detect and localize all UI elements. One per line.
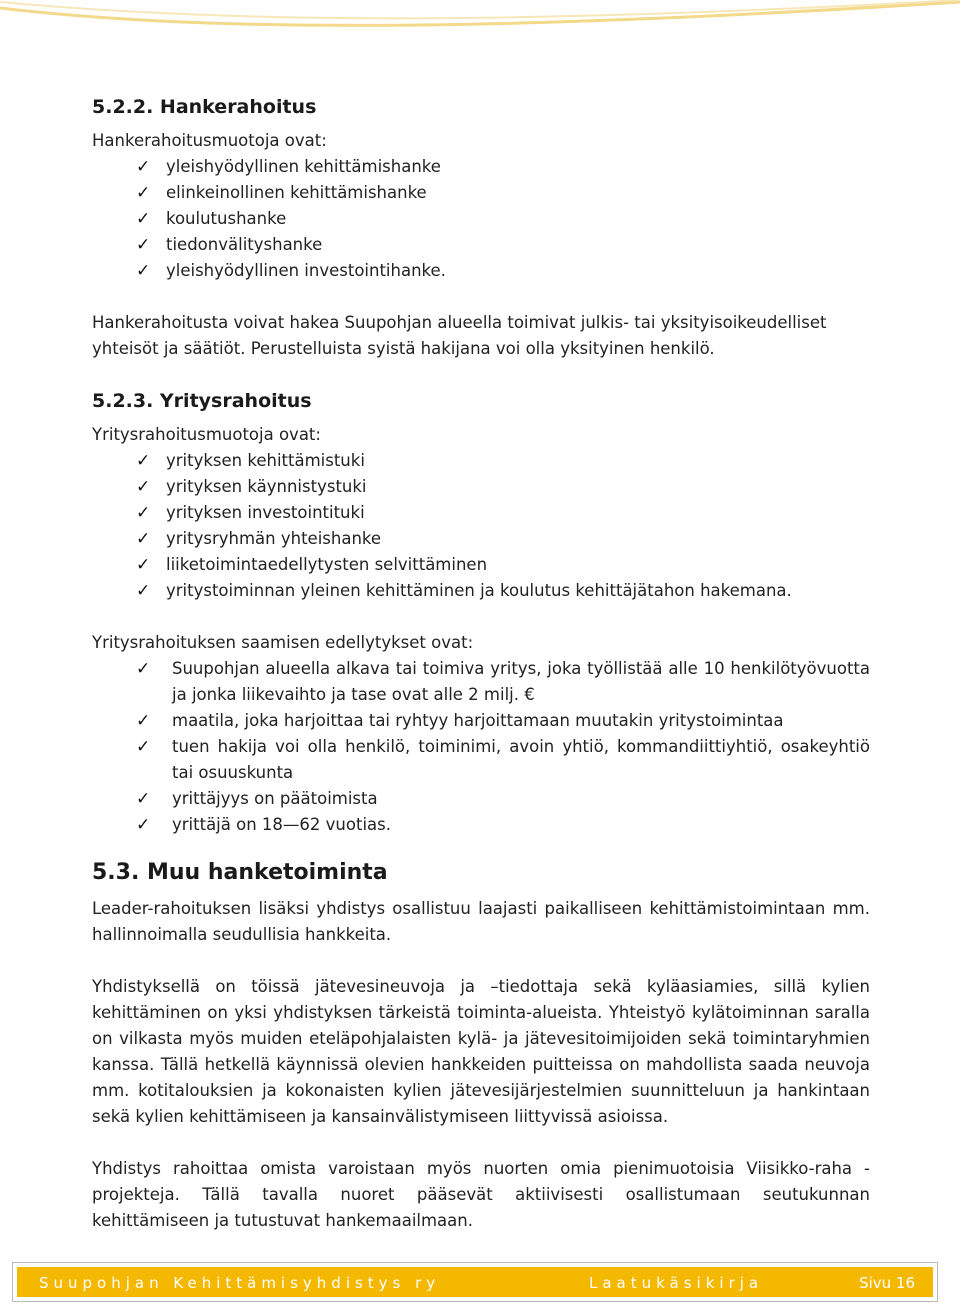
hankerahoitus-paragraph: Hankerahoitusta voivat hakea Suupohjan alueella toimivat julkis- tai yksityisoikeudelliset yhteisöt ja säätiöt. Perustelluista syistä hakijana voi olla yksityinen henkilö. [92,313,827,358]
list-item: ✓ yrityksen investointituki [92,500,870,526]
section-heading-53: 5.3. Muu hanketoiminta [92,860,388,885]
checkmark-icon: ✓ [136,737,151,757]
list-item: ✓ yrityksen kehittämistuki [92,448,870,474]
checkmark-icon: ✓ [136,235,151,255]
list-item: ✓ elinkeinollinen kehittämishanke [92,180,870,206]
hankerahoitus-intro: Hankerahoitusmuotoja ovat: [92,131,327,150]
checkmark-icon: ✓ [136,659,151,679]
footer-document-title: Laatukäsikirja [589,1274,764,1292]
section-heading-523: 5.2.3. Yritysrahoitus [92,390,312,412]
footer-band [17,1267,933,1297]
checkmark-icon: ✓ [136,529,151,549]
checkmark-icon: ✓ [136,261,151,281]
checkmark-icon: ✓ [136,209,151,229]
yritysrahoitus-list [92,448,870,604]
checkmark-icon: ✓ [136,451,151,471]
checkmark-icon: ✓ [136,503,151,523]
muu-hanketoiminta-paragraph-1: Leader-rahoituksen lisäksi yhdistys osallistuu laajasti paikalliseen kehittämistoimintaan mm. hallinnoimalla seudullisia hankkeita. [92,899,870,944]
list-item: ✓ liiketoimintaedellytysten selvittäminen [92,552,870,578]
section-heading-522: 5.2.2. Hankerahoitus [92,96,317,118]
page-footer [12,1262,938,1302]
list-item: ✓ yritystoiminnan yleinen kehittäminen ja koulutus kehittäjätahon hakemana. [92,578,870,604]
hankerahoitus-list [92,154,870,284]
list-item: ✓ koulutushanke [92,206,870,232]
list-item: ✓ tuen hakija voi olla henkilö, toiminimi, avoin yhtiö, kommandiittiyhtiö, osakeyhtiö tai osuuskunta [92,734,870,786]
list-item: ✓ yrittäjyys on päätoimista [92,786,870,812]
list-item: ✓ maatila, joka harjoittaa tai ryhtyy harjoittamaan muutakin yritystoimintaa [92,708,870,734]
list-item: ✓ tiedonvälityshanke [92,232,870,258]
list-item: ✓ yleishyödyllinen kehittämishanke [92,154,870,180]
checkmark-icon: ✓ [136,789,151,809]
header-swoosh-decoration [0,0,960,80]
footer-organization: Suupohjan Kehittämisyhdistys ry [39,1274,441,1292]
checkmark-icon: ✓ [136,477,151,497]
list-item: ✓ yleishyödyllinen investointihanke. [92,258,870,284]
footer-page-number: Sivu 16 [859,1274,915,1292]
muu-hanketoiminta-paragraph-3: Yhdistys rahoittaa omista varoistaan myös nuorten omia pienimuotoisia Viisikko-raha -projekteja. Tällä tavalla nuoret pääsevät aktiivisesti osallistumaan seutukunnan kehittämiseen ja tutustuvat hankemaailmaan. [92,1159,870,1230]
checkmark-icon: ✓ [136,815,151,835]
checkmark-icon: ✓ [136,157,151,177]
muu-hanketoiminta-paragraph-2: Yhdistyksellä on töissä jätevesineuvoja ja –tiedottaja sekä kyläasiamies, sillä kylien kehittäminen on yksi yhdistyksen tärkeistä toiminta-alueista. Yhteistyö kylätoiminnan saralla on vilkasta myös muiden eteläpohjalaisten kylä- ja jätevesitoimijoiden sekä toimintaryhmien kanssa. Tällä hetkellä käynnissä olevien hankkeiden puitteissa on mahdollista saada neuvoja mm. kotitalouksien ja kokonaisten kylien jätevesijärjestelmien suunnitteluun ja hankintaan sekä kylien kehittämiseen ja kansainvälistymiseen liittyvissä asioissa. [92,977,870,1126]
list-item: ✓ Suupohjan alueella alkava tai toimiva yritys, joka työllistää alle 10 henkilötyövuotta ja jonka liikevaihto ja tase ovat alle 2 milj. € [92,656,870,708]
edellytykset-intro: Yritysrahoituksen saamisen edellytykset ovat: [92,633,474,652]
checkmark-icon: ✓ [136,711,151,731]
page-body [92,94,870,1234]
list-item: ✓ yrittäjä on 18—62 vuotias. [92,812,870,838]
edellytykset-list [92,656,870,838]
list-item: ✓ yrityksen käynnistystuki [92,474,870,500]
checkmark-icon: ✓ [136,555,151,575]
checkmark-icon: ✓ [136,183,151,203]
yritysrahoitus-intro: Yritysrahoitusmuotoja ovat: [92,425,321,444]
list-item: ✓ yritysryhmän yhteishanke [92,526,870,552]
checkmark-icon: ✓ [136,581,151,601]
